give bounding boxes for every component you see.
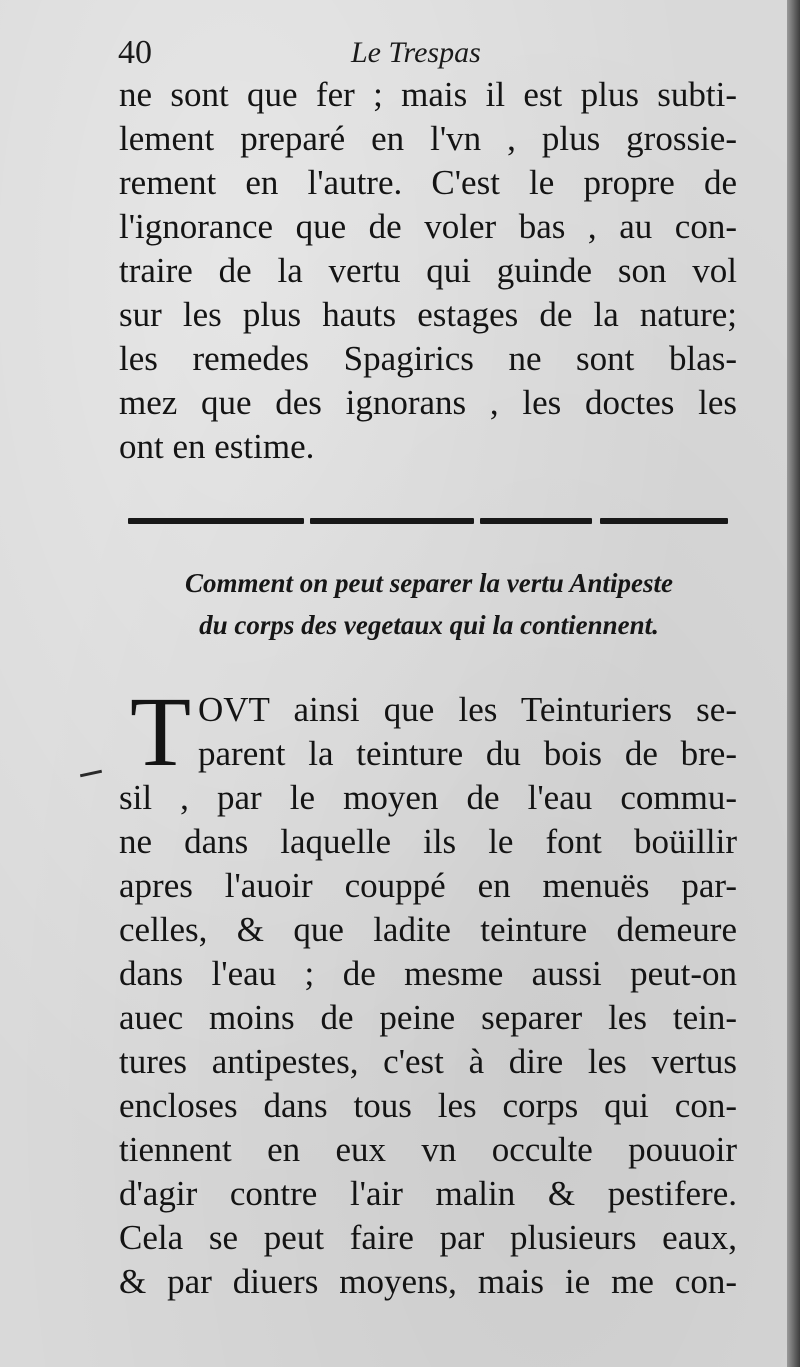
text-line: parent la teinture du bois de bre- [198, 734, 737, 773]
paragraph-continuation [119, 73, 737, 469]
text-line: & par diuers moyens, mais ie me con- [119, 1262, 737, 1301]
text-line: celles, & que ladite teinture demeure [119, 910, 737, 949]
text-line: sil , par le moyen de l'eau commu- [119, 778, 737, 817]
text-line: tiennent en eux vn occulte pouuoir [119, 1130, 737, 1169]
text-line: traire de la vertu qui guinde son vol [119, 251, 737, 290]
margin-mark [80, 770, 102, 778]
text-line: ont en estime. [119, 427, 315, 466]
text-line: l'ignorance que de voler bas , au con- [119, 207, 737, 246]
text-line: dans l'eau ; de mesme aussi peut-on [119, 954, 737, 993]
text-line: tures antipestes, c'est à dire les vertus [119, 1042, 737, 1081]
text-line: lement preparé en l'vn , plus grossie- [119, 119, 737, 158]
heading-line: Comment on peut separer la vertu Antipeste [184, 568, 674, 598]
text-line: d'agir contre l'air malin & pestifere. [119, 1174, 737, 1213]
text-line: apres l'auoir couppé en menuës par- [119, 866, 737, 905]
paragraph-body [119, 688, 737, 1304]
text-line: ne sont que fer ; mais il est plus subti- [119, 75, 737, 114]
text-line: rement en l'autre. C'est le propre de [119, 163, 737, 202]
rule-segment [600, 518, 728, 524]
text-line: mez que des ignorans , les doctes les [119, 383, 737, 422]
rule-segment [128, 518, 304, 524]
chapter-heading [118, 562, 740, 646]
text-line: Cela se peut faire par plusieurs eaux, [119, 1218, 737, 1257]
text-line: sur les plus hauts estages de la nature; [119, 295, 737, 334]
section-separator-rule [128, 514, 728, 526]
text-line: ne dans laquelle ils le font boüillir [119, 822, 737, 861]
running-title: Le Trespas [351, 36, 481, 69]
rule-segment [310, 518, 474, 524]
text-line: auec moins de peine separer les tein- [119, 998, 737, 1037]
heading-line: du corps des vegetaux qui la contiennent. [199, 610, 659, 640]
drop-cap: T [130, 676, 192, 787]
text-line: les remedes Spagirics ne sont blas- [119, 339, 737, 378]
text-line: encloses dans tous les corps qui con- [119, 1086, 737, 1125]
rule-segment [480, 518, 592, 524]
page-edge-shadow [787, 0, 800, 1367]
text-line: OVT ainsi que les Teinturiers se- [198, 690, 737, 729]
page-number: 40 [118, 34, 152, 71]
